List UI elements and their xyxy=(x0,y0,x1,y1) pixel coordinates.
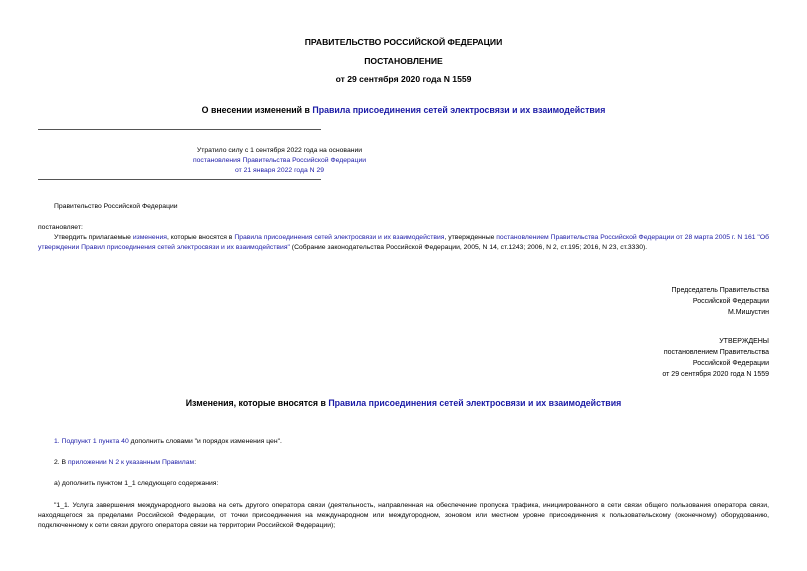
document-title xyxy=(0,105,807,115)
item-1-link[interactable]: 1. Подпункт 1 пункта 40 xyxy=(54,438,129,445)
appendix-2-link[interactable]: приложении N 2 к указанным Правилам xyxy=(67,459,195,466)
government-text: Правительство Российской Федерации xyxy=(54,203,178,210)
signature-name: М.Мишустин xyxy=(727,309,769,316)
approve-text-d: (Собрание законодательства Российской Федерации, 2005, N 14, ст.1243; 2006, N 2, ст.195; 2016, N 23, ст.3330). xyxy=(289,244,648,252)
approve-text-a: Утвердить прилагаемые xyxy=(54,234,133,241)
item-3: а) дополнить пунктом 1_1 следующего содержания: xyxy=(54,480,219,487)
divider-bottom xyxy=(38,179,321,180)
approve-text-b: , которые вносятся в xyxy=(166,234,235,241)
approved-date: от 29 сентября 2020 года N 1559 xyxy=(662,371,769,378)
approve-paragraph xyxy=(38,233,769,253)
title-rules-link[interactable]: Правила присоединения сетей электросвязи и их взаимодействия xyxy=(312,105,606,115)
signature-country: Российской Федерации xyxy=(692,298,769,305)
item-2 xyxy=(54,458,196,468)
item-2-prefix: 2. В xyxy=(54,459,68,466)
approved-label: УТВЕРЖДЕНЫ xyxy=(719,338,769,345)
title-prefix: О внесении изменений в xyxy=(201,105,313,115)
divider-top xyxy=(38,129,321,130)
approved-block xyxy=(662,336,769,380)
resolution-161-link[interactable]: постановлением Правительства Российской Федерации от 28 марта 2005 г. N 161 "Об утверждении Правил присоединения сетей электросвязи и их взаимодействия" xyxy=(38,234,769,252)
approve-text-c: , утвержденные xyxy=(444,234,497,241)
signature-title: Председатель Правительства xyxy=(671,287,769,294)
date-number-heading: от 29 сентября 2020 года N 1559 xyxy=(335,74,472,84)
signature-block xyxy=(672,285,769,318)
status-line: Утратило силу с 1 сентября 2022 года на основании xyxy=(196,147,363,154)
resolves-text: постановляет: xyxy=(38,224,83,231)
approved-country: Российской Федерации xyxy=(692,360,769,367)
org-heading: ПРАВИТЕЛЬСТВО РОССИЙСКОЙ ФЕДЕРАЦИИ xyxy=(304,37,503,47)
status-block xyxy=(38,146,521,176)
status-link-resolution[interactable]: постановления Правительства Российской Федерации xyxy=(192,157,367,164)
approved-by: постановлением Правительства xyxy=(663,349,769,356)
item-1-text: дополнить словами "и порядок изменения цен". xyxy=(128,438,282,445)
changes-title-prefix: Изменения, которые вносятся в xyxy=(185,398,329,408)
status-link-date[interactable]: от 21 января 2022 года N 29 xyxy=(234,167,325,174)
changes-title xyxy=(0,398,807,408)
item-1 xyxy=(54,437,282,447)
changes-link[interactable]: изменения xyxy=(132,234,167,241)
doc-type-heading: ПОСТАНОВЛЕНИЕ xyxy=(364,56,443,66)
item-4-paragraph: "1_1. Услуга завершения международного вызова на сеть другого оператора связи (деятельность, направленная на обеспечение пропуска трафика, инициированного в сети связи общего пользования оператора связи, находящегося за пределами Российской Федерации, от точки присоединения на международном или междугородном, зоновом или местном уровне присоединения к пользовательскому (оконечному) оборудованию, подключенному к сети связи другого оператора связи на территории Российской Федерации); xyxy=(38,502,769,530)
changes-title-rules-link[interactable]: Правила присоединения сетей электросвязи и их взаимодействия xyxy=(328,398,622,408)
rules-link[interactable]: Правила присоединения сетей электросвязи и их взаимодействия xyxy=(234,234,445,241)
item-2-suffix: : xyxy=(194,459,197,466)
